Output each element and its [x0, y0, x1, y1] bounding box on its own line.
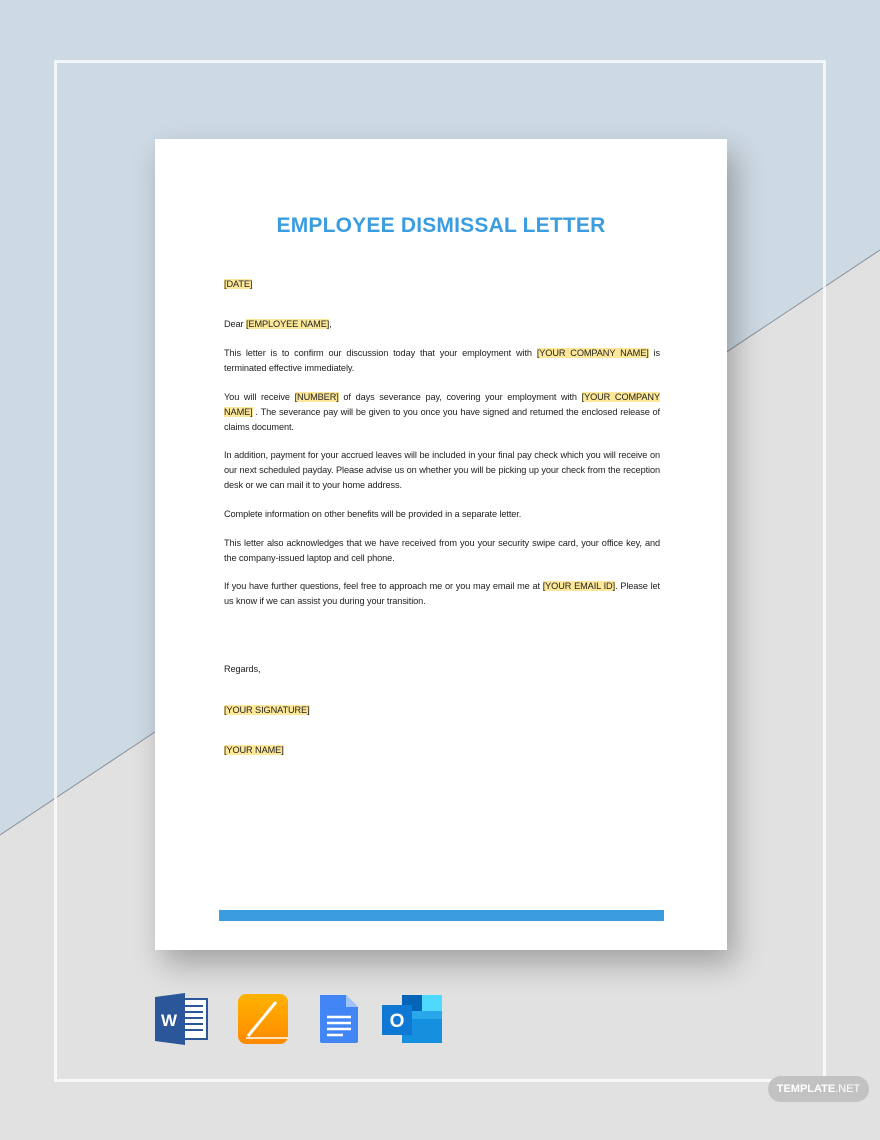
template-net-badge[interactable]	[768, 1076, 869, 1102]
text-segment: Complete information on other benefits will be provided in a separate letter.	[224, 509, 522, 519]
placeholder-highlight: [EMPLOYEE NAME]	[245, 319, 330, 329]
paragraph	[224, 579, 660, 609]
paragraph	[224, 448, 660, 493]
paragraph	[224, 346, 660, 376]
outlook-icon[interactable]	[382, 993, 444, 1045]
placeholder-highlight: [YOUR COMPANY NAME]	[224, 392, 660, 417]
text-segment: In addition, payment for your accrued leaves will be included in your final pay check which you will receive on our next scheduled payday. Please advise us on whether you will be picking up your check from the reception desk or we can mail it to your home address.	[224, 450, 660, 490]
badge-text-suffix: .NET	[835, 1083, 861, 1095]
text-segment: of days severance pay, covering your employment with	[338, 392, 582, 402]
name-placeholder: [YOUR NAME]	[224, 745, 284, 755]
badge-text: TEMPLATE	[776, 1083, 836, 1095]
text-segment: ,	[329, 319, 332, 329]
date-placeholder: [DATE]	[224, 279, 253, 289]
footer-bar	[219, 910, 664, 921]
text-segment: If you have further questions, feel free to approach me or you may email me at	[224, 581, 543, 591]
closing: Regards,	[224, 664, 261, 674]
placeholder-highlight: [NUMBER]	[294, 392, 339, 402]
placeholder-highlight: [YOUR EMAIL ID]	[542, 581, 616, 591]
text-segment: . The severance pay will be given to you once you have signed and returned the enclosed release of claims document.	[224, 407, 660, 432]
text-segment: is terminated effective immediately.	[224, 348, 660, 373]
text-segment: Dear	[224, 319, 246, 329]
document-page	[155, 139, 727, 950]
word-icon[interactable]	[155, 993, 209, 1045]
paragraph	[224, 507, 660, 522]
text-segment: . Please let us know if we can assist you during your transition.	[224, 581, 660, 606]
text-segment: This letter is to confirm our discussion today that your employment with	[224, 348, 537, 358]
google-docs-icon[interactable]	[318, 993, 372, 1045]
text-segment: This letter also acknowledges that we have received from you your security swipe card, your office key, and the company-issued laptop and cell phone.	[224, 538, 660, 563]
svg-text:W: W	[160, 1011, 178, 1030]
pages-icon[interactable]	[238, 993, 292, 1045]
document-title: EMPLOYEE DISMISSAL LETTER	[276, 214, 606, 237]
text-segment: You will receive	[224, 392, 295, 402]
paragraph	[224, 390, 660, 435]
paragraph	[224, 536, 660, 566]
salutation	[224, 317, 660, 332]
signature-placeholder: [YOUR SIGNATURE]	[224, 705, 310, 715]
placeholder-highlight: [YOUR COMPANY NAME]	[536, 348, 649, 358]
svg-text:O: O	[389, 1011, 405, 1032]
